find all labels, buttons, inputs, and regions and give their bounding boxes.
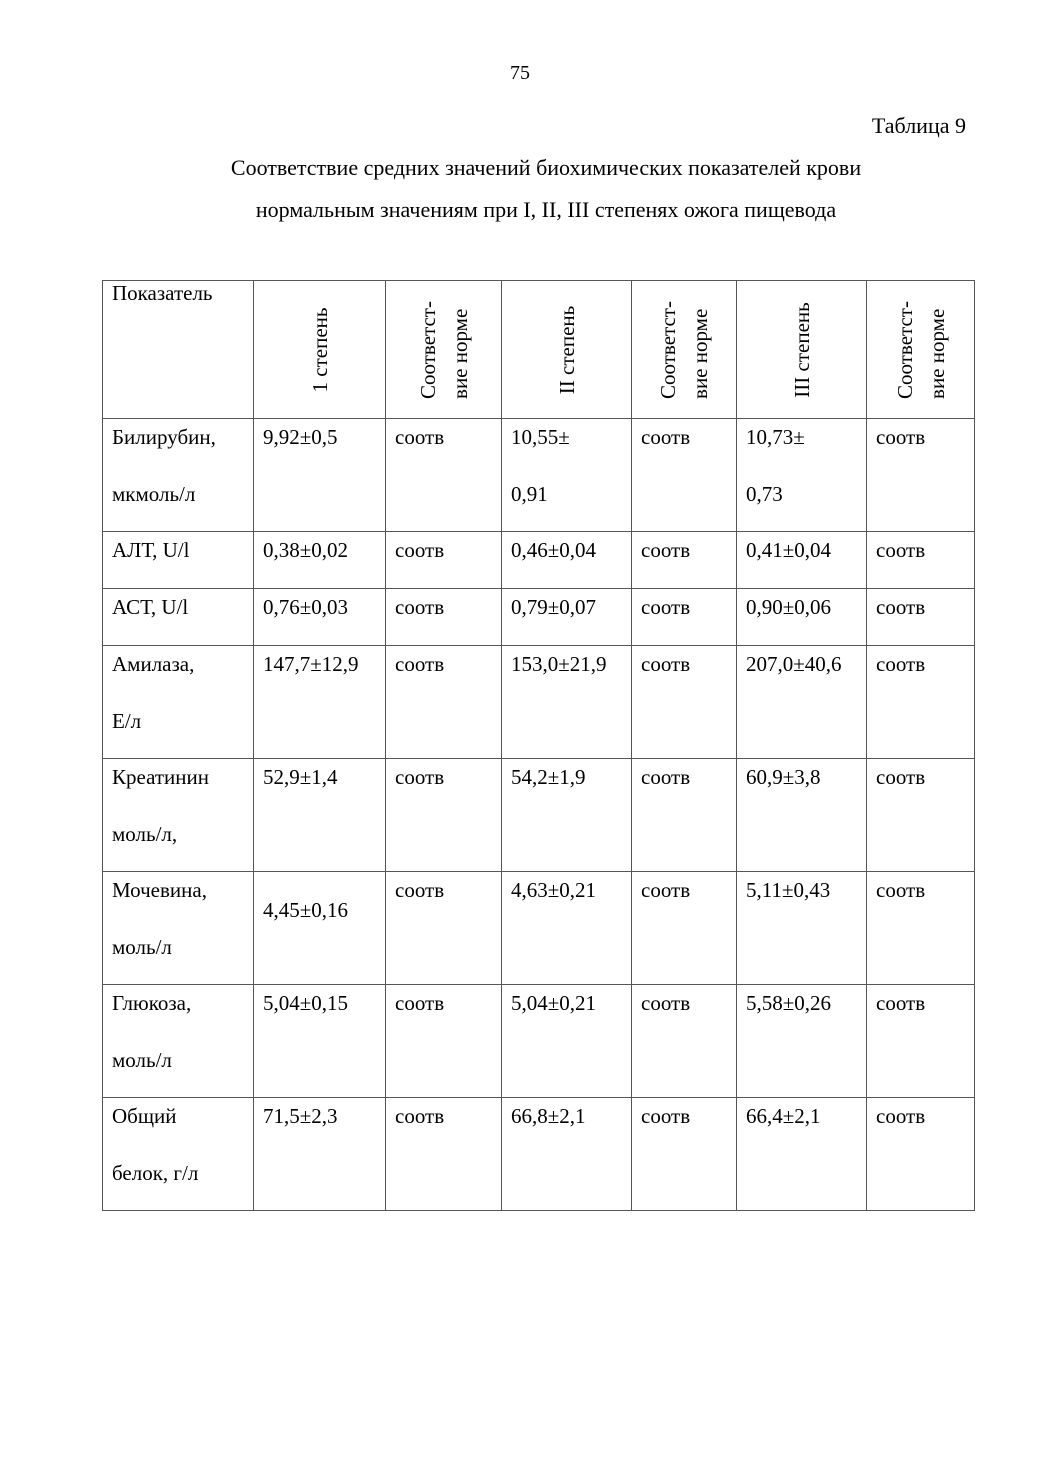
indicator-line: АЛТ, U/l [112, 538, 190, 562]
table-label: Таблица 9 [871, 113, 966, 138]
cell-degree-1 [254, 1098, 386, 1211]
header-match-3 [867, 281, 975, 419]
value: соотв [395, 878, 445, 902]
indicator-line: АСТ, U/l [112, 595, 189, 619]
value: соотв [395, 1104, 445, 1128]
header-degree-1 [254, 281, 386, 419]
header-degree-3-label: III степень [789, 301, 814, 398]
value: 207,0±40,6 [746, 652, 842, 676]
value: 5,58±0,26 [746, 991, 832, 1015]
cell-degree-1 [254, 759, 386, 872]
value: 5,11±0,43 [746, 878, 831, 902]
cell-match-2 [632, 759, 737, 872]
cell-indicator [103, 646, 254, 759]
cell-match-2 [632, 419, 737, 532]
indicator-line: Билирубин, [112, 425, 216, 449]
cell-match-2 [632, 872, 737, 985]
value: 66,8±2,1 [511, 1104, 586, 1128]
table-row [103, 759, 975, 872]
table-row [103, 985, 975, 1098]
value: 71,5±2,3 [263, 1104, 338, 1128]
cell-match-2 [632, 985, 737, 1098]
cell-degree-3 [737, 1098, 867, 1211]
indicator-line: Глюкоза, [112, 991, 192, 1015]
cell-degree-3 [737, 985, 867, 1098]
value: соотв [876, 991, 926, 1015]
header-degree-3 [737, 281, 867, 419]
header-indicator [103, 281, 254, 419]
value: 0,90±0,06 [746, 595, 832, 619]
cell-indicator [103, 872, 254, 985]
value: 153,0±21,9 [511, 652, 607, 676]
cell-match-3 [867, 985, 975, 1098]
value: 0,91 [511, 482, 548, 506]
value: 0,38±0,02 [263, 538, 349, 562]
cell-degree-1 [254, 646, 386, 759]
value: соотв [876, 425, 926, 449]
value: соотв [641, 425, 691, 449]
indicator-line: Креатинин [112, 765, 209, 789]
header-degree-1-label: 1 степень [307, 307, 332, 392]
cell-match-1 [386, 759, 502, 872]
cell-match-1 [386, 419, 502, 532]
value: соотв [641, 595, 691, 619]
cell-degree-3 [737, 419, 867, 532]
value: соотв [876, 595, 926, 619]
cell-match-3 [867, 872, 975, 985]
cell-match-3 [867, 759, 975, 872]
header-match-1-line-2: вие норме [447, 308, 472, 399]
cell-indicator [103, 1098, 254, 1211]
indicator-line: Общий [112, 1104, 177, 1128]
value: соотв [876, 652, 926, 676]
value: соотв [395, 538, 445, 562]
cell-degree-2 [502, 646, 632, 759]
cell-match-2 [632, 646, 737, 759]
header-match-3-line-1: Соответст- [892, 300, 917, 399]
cell-degree-1 [254, 985, 386, 1098]
indicator-line: Амилаза, [112, 652, 195, 676]
cell-match-3 [867, 1098, 975, 1211]
value: соотв [395, 652, 445, 676]
header-degree-2-label: II степень [554, 305, 579, 394]
header-indicator-label: Показатель [112, 281, 213, 305]
header-match-3-line-2: вие норме [924, 308, 949, 399]
cell-degree-2 [502, 985, 632, 1098]
value: 60,9±3,8 [746, 765, 821, 789]
indicator-line: Мочевина, [112, 878, 207, 902]
value: 0,73 [746, 482, 783, 506]
cell-degree-2 [502, 759, 632, 872]
table-row [103, 419, 975, 532]
cell-indicator [103, 419, 254, 532]
value: 0,76±0,03 [263, 595, 349, 619]
value: соотв [641, 652, 691, 676]
value: 5,04±0,15 [263, 991, 349, 1015]
cell-degree-2 [502, 872, 632, 985]
value: соотв [395, 425, 445, 449]
value: 147,7±12,9 [263, 652, 359, 676]
cell-match-3 [867, 646, 975, 759]
cell-degree-1 [254, 872, 386, 985]
value: соотв [876, 765, 926, 789]
indicator-line: моль/л [112, 1048, 172, 1072]
cell-degree-3 [737, 872, 867, 985]
header-match-2-line-2: вие норме [688, 308, 712, 399]
value: 9,92±0,5 [263, 425, 338, 449]
value: 66,4±2,1 [746, 1104, 821, 1128]
value: соотв [641, 991, 691, 1015]
value: 54,2±1,9 [511, 765, 586, 789]
value: 5,04±0,21 [511, 991, 597, 1015]
cell-indicator [103, 759, 254, 872]
header-match-1-line-1: Соответст- [415, 300, 440, 399]
cell-match-1 [386, 1098, 502, 1211]
indicator-line: белок, г/л [112, 1161, 199, 1185]
value: соотв [641, 765, 691, 789]
cell-degree-3 [737, 759, 867, 872]
indicator-line: мкмоль/л [112, 482, 196, 506]
value: 10,73± [746, 425, 805, 449]
value: 0,41±0,04 [746, 538, 832, 562]
header-row [103, 281, 975, 419]
value: 4,45±0,16 [263, 898, 349, 922]
value: соотв [876, 878, 926, 902]
header-match-1 [386, 281, 502, 419]
value: 0,79±0,07 [511, 595, 597, 619]
value: соотв [641, 1104, 691, 1128]
cell-degree-1 [254, 419, 386, 532]
cell-match-3 [867, 419, 975, 532]
value: 52,9±1,4 [263, 765, 338, 789]
value: 0,46±0,04 [511, 538, 597, 562]
biochemistry-table [102, 280, 975, 1211]
table-caption-line-1: Соответствие средних значений биохимических показателей крови [230, 155, 862, 180]
header-match-2-line-1: Соответст- [656, 300, 680, 399]
value: соотв [876, 1104, 926, 1128]
cell-degree-2 [502, 419, 632, 532]
value: соотв [876, 538, 926, 562]
value: соотв [641, 878, 691, 902]
cell-degree-3 [737, 646, 867, 759]
header-match-2 [632, 281, 737, 419]
value: соотв [395, 991, 445, 1015]
header-degree-2 [502, 281, 632, 419]
indicator-line: моль/л [112, 935, 172, 959]
value: 4,63±0,21 [511, 878, 597, 902]
indicator-line: Е/л [112, 709, 142, 733]
cell-match-1 [386, 872, 502, 985]
table-row [103, 1098, 975, 1211]
value: соотв [641, 538, 691, 562]
value: 10,55± [511, 425, 570, 449]
table-row [103, 872, 975, 985]
table-caption-line-2: нормальным значениям при I, II, III степенях ожога пищевода [255, 197, 837, 222]
page-number: 75 [510, 62, 530, 84]
cell-match-1 [386, 985, 502, 1098]
cell-degree-2 [502, 1098, 632, 1211]
indicator-line: моль/л, [112, 822, 178, 846]
cell-match-2 [632, 1098, 737, 1211]
cell-match-1 [386, 646, 502, 759]
value: соотв [395, 595, 445, 619]
table-row [103, 646, 975, 759]
value: соотв [395, 765, 445, 789]
cell-indicator [103, 985, 254, 1098]
